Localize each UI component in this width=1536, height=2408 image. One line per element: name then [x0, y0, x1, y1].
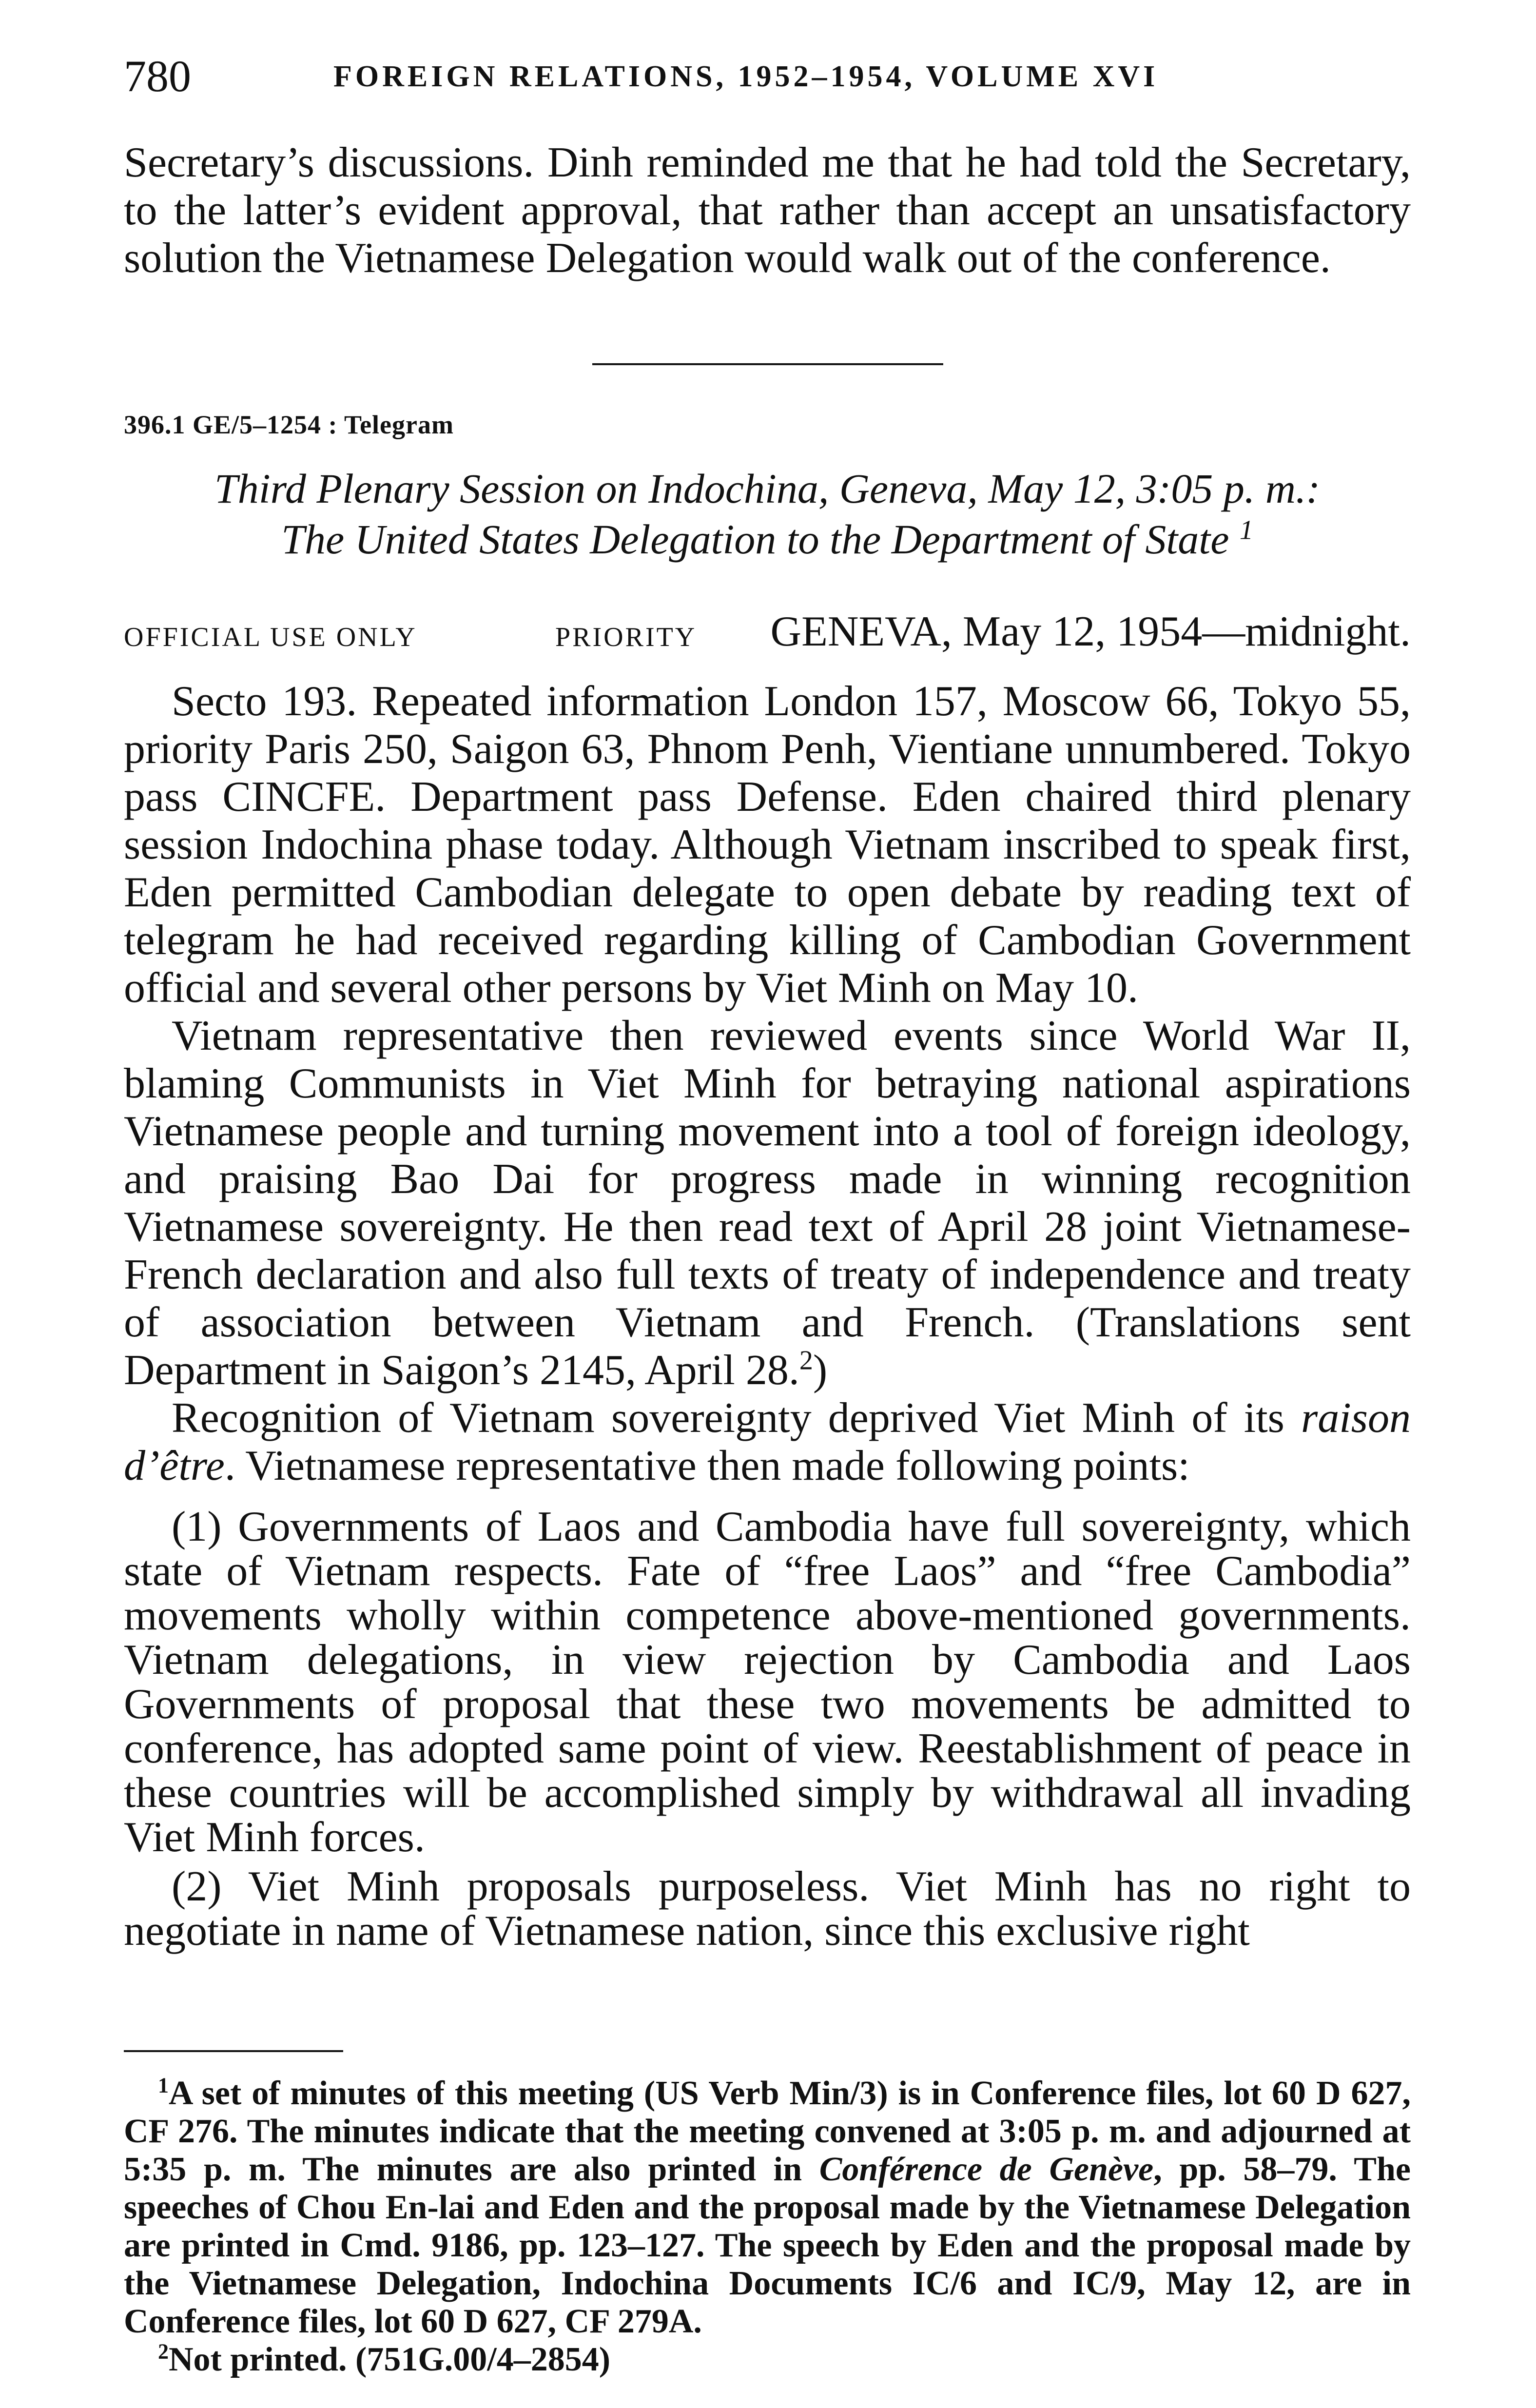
footnote-2-text: Not printed. (751G.00/4–2854) — [169, 2341, 611, 2378]
paragraph-vietnam-representative — [124, 1012, 1411, 1394]
continuation-paragraph: Secretary’s discussions. Dinh reminded me that he had told the Secretary, to the latter’s evident approval, that rather than accept an unsatisfactory solution the Vietnamese Delegation would walk out of the conference. — [124, 139, 1411, 282]
dateline — [124, 607, 1411, 656]
page-number: 780 — [124, 51, 191, 101]
footnote-1-italic: Conférence de Genève — [819, 2151, 1154, 2188]
point-2: (2) Viet Minh proposals purposeless. Viet Minh has no right to negotiate in name of Vietnamese nation, since this exclusive right — [124, 1863, 1411, 1955]
recognition-text-2: . Vietnamese representative then made following points: — [224, 1442, 1190, 1489]
footnote-1-text-a: A set of minutes of this meeting (US Verb Min/3) is in Conference files, lot 60 D 627, CF 276. The minutes indicate that the meeting convened at 3:05 p. m. and adjourned at 5:35 p. m. The minutes are also printed in — [124, 2075, 1411, 2188]
document-title-line-2 — [124, 514, 1411, 565]
page-header — [124, 51, 1411, 112]
footnote-ref-1: 1 — [1239, 515, 1253, 546]
closing-paren: ) — [813, 1347, 828, 1394]
priority-label: PRIORITY — [555, 622, 697, 652]
footnote-2 — [124, 2341, 1411, 2379]
running-head: FOREIGN RELATIONS, 1952–1954, VOLUME XVI — [333, 60, 1159, 93]
document-title-line-1: Third Plenary Session on Indochina, Geneva, May 12, 3:05 p. m.: — [214, 465, 1321, 512]
continuation-block — [124, 139, 1411, 282]
recognition-text-1: Recognition of Vietnam sovereignty deprived Viet Minh of its — [172, 1394, 1302, 1442]
paragraph-secto: Secto 193. Repeated information London 157, Moscow 66, Tokyo 55, priority Paris 250, Saigon 63, Phnom Penh, Vientiane unnumbered. Tokyo pass CINCFE. Department pass Defense. Eden chaired third plenary session Indochina phase today. Although Vietnam inscribed to speak first, Eden permitted Cambodian delegate to open debate by reading text of telegram he had received regarding killing of Cambodian Government official and several other persons by Viet Minh on May 10. — [124, 678, 1411, 1012]
document-title — [124, 463, 1411, 565]
footnote-divider — [124, 2050, 343, 2052]
telegram-body — [124, 678, 1411, 1953]
footnote-ref-2: 2 — [799, 1345, 813, 1376]
classification: OFFICIAL USE ONLY — [124, 622, 417, 652]
document-title-line-2-text: The United States Delegation to the Department of State — [281, 516, 1229, 563]
place-date: GENEVA, May 12, 1954—midnight. — [770, 608, 1411, 655]
paragraph-vietnam-text: Vietnam representative then reviewed events since World War II, blaming Communists in Viet Minh for betraying national aspirations Vietnamese people and turning movement into a tool of foreign ideology, and praising Bao Dai for progress made in winning recognition Vietnamese sovereignty. He then read text of April 28 joint Vietnamese-French declaration and also full texts of treaty of independence and treaty of association between Vietnam and French. (Translations sent Department in Saigon’s 2145, April 28. — [124, 1012, 1411, 1394]
raison-detre: raison d’être — [124, 1394, 1411, 1489]
footnote-1-text-b: , pp. 58–79. The speeches of Chou En-lai and Eden and the proposal made by the Vietnamese Delegation are printed in Cmd. 9186, pp. 123–127. The speech by Eden and the proposal made by the Vietnamese Delegation, Indochina Documents IC/6 and IC/9, May 12, are in Conference files, lot 60 D 627, CF 279A. — [124, 2151, 1411, 2340]
paragraph-recognition — [124, 1394, 1411, 1490]
document-id: 396.1 GE/5–1254 : Telegram — [124, 410, 454, 439]
footnotes — [124, 2075, 1411, 2379]
footnote-1 — [124, 2075, 1411, 2341]
footnote-2-mark: 2 — [158, 2339, 169, 2364]
footnote-1-mark: 1 — [158, 2073, 169, 2097]
point-1: (1) Governments of Laos and Cambodia have full sovereignty, which state of Vietnam respects. Fate of “free Laos” and “free Cambodia” movements wholly within competence above-mentioned governments. Vietnam delegations, in view rejection by Cambodia and Laos Governments of proposal that these two movements be admitted to conference, has adopted same point of view. Reestablishment of peace in these countries will be accomplished simply by withdrawal all invading Viet Minh forces. — [124, 1503, 1411, 1861]
section-divider — [592, 363, 943, 365]
